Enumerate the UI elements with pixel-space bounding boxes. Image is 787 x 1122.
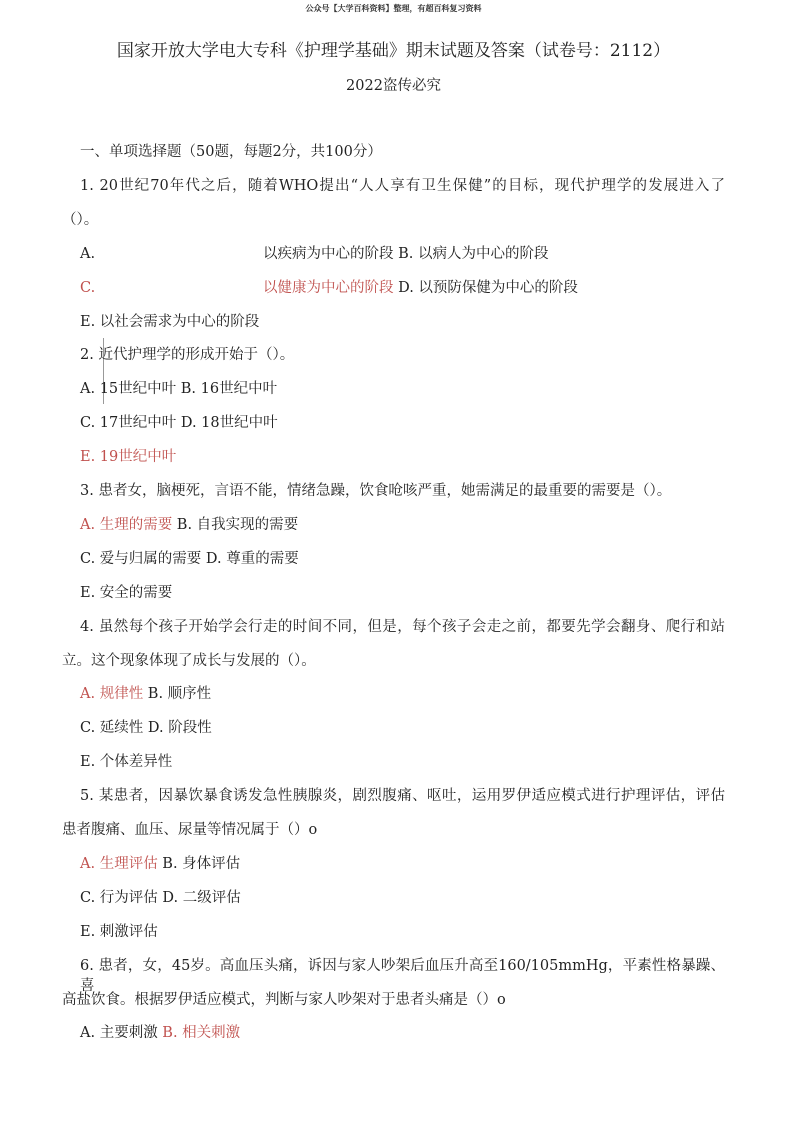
text-line — [62, 210, 98, 230]
text-line — [80, 617, 725, 637]
text-segment: 一、单项选择题（50题，每题2分，共100分） — [80, 144, 382, 160]
text-line — [80, 752, 172, 772]
text-line — [80, 854, 240, 874]
text-segment: C. 17世纪中叶 D. 18世纪中叶 — [80, 415, 278, 432]
text-line — [80, 718, 212, 738]
text-segment: 3. 患者女，脑梗死，言语不能，情绪急躁，饮食呛咳严重，她需满足的最重要的需要是（）。 — [80, 483, 672, 499]
document-title: 国家开放大学电大专科《护理学基础》期末试题及答案（试卷号：2112） — [116, 41, 671, 61]
text-line — [80, 786, 725, 806]
text-segment: C. 爱与归属的需要 D. 尊重的需要 — [80, 550, 299, 567]
text-segment: B. 身体评估 — [157, 855, 241, 872]
text-segment: E. 安全的需要 — [80, 584, 173, 601]
text-segment: 以疾病为中心的阶段 B. 以病人为中心的阶段 — [263, 245, 549, 262]
text-segment: D. 以预防保健为中心的阶段 — [393, 279, 578, 296]
text-line — [62, 651, 316, 671]
answer-text: A. 规律性 — [80, 686, 144, 703]
text-line — [80, 549, 299, 569]
text-segment: B. 顺序性 — [143, 686, 212, 703]
text-line — [80, 481, 671, 501]
text-line — [80, 345, 294, 365]
text-line — [80, 922, 158, 942]
text-line — [80, 142, 382, 162]
text-segment: A. 15世纪中叶 B. 16世纪中叶 — [80, 381, 278, 398]
text-segment: 5. 某患者，因暴饮暴食诱发急性胰腺炎，剧烈腹痛、呕吐，运用罗伊适应模式进行护理评估，评估 — [80, 788, 725, 805]
answer-text: 以健康为中心的阶段 — [263, 279, 394, 296]
text-segment: C. 行为评估 D. 二级评估 — [80, 889, 241, 906]
text-segment: B. 自我实现的需要 — [172, 516, 299, 533]
text-line — [62, 820, 317, 840]
text-segment: 立。这个现象体现了成长与发展的（）。 — [62, 652, 316, 669]
text-segment: 4. 虽然每个孩子开始学会行走的时间不同，但是，每个孩子会走之前，都要先学会翻身、爬行和站 — [80, 618, 725, 635]
answer-text: E. 19世纪中叶 — [80, 449, 177, 466]
text-line — [80, 413, 278, 433]
text-segment: A. — [80, 245, 96, 262]
text-line — [80, 888, 241, 908]
text-line — [80, 583, 172, 603]
text-segment: C. 延续性 D. 阶段性 — [80, 720, 212, 737]
text-line — [80, 244, 548, 264]
text-line — [80, 684, 211, 704]
answer-text: C. — [80, 279, 96, 296]
text-segment: E. 以社会需求为中心的阶段 — [80, 313, 260, 330]
text-line — [80, 379, 277, 399]
text-line — [80, 278, 578, 298]
text-segment: 2. 近代护理学的形成开始于（）。 — [80, 347, 295, 364]
answer-text: B. 相关刺激 — [157, 1025, 241, 1042]
document-subtitle: 2022盗传必究 — [346, 78, 441, 94]
text-line — [80, 176, 725, 196]
text-segment: 患者腹痛、血压、尿量等情况属于（）o — [62, 822, 318, 838]
text-segment: A. 主要刺激 — [80, 1025, 158, 1042]
text-segment: 高盐饮食。根据罗伊适应模式，判断与家人吵架对于患者头痛是（）o — [62, 991, 506, 1008]
text-line — [80, 447, 176, 467]
text-line — [80, 1023, 240, 1043]
text-segment: E. 刺激评估 — [80, 923, 158, 940]
text-segment: （）。 — [62, 211, 99, 228]
text-line — [80, 515, 298, 535]
text-line — [80, 312, 259, 332]
text-line — [62, 990, 506, 1010]
text-segment: 1. 20世纪70年代之后，随着WHO提出“人人享有卫生保健”的目标，现代护理学的发展进入了 — [80, 177, 725, 194]
text-segment: 6. 患者，女，45岁。高血压头痛，诉因与家人吵架后血压升高至160/105mmHg，平素性格暴躁、喜 — [80, 957, 725, 994]
answer-text: A. 生理评估 — [80, 855, 158, 872]
watermark: 公众号【大学百科资料】整理，有超百科复习资料 — [305, 3, 482, 13]
text-segment: E. 个体差异性 — [80, 754, 173, 771]
answer-text: A. 生理的需要 — [80, 516, 173, 533]
